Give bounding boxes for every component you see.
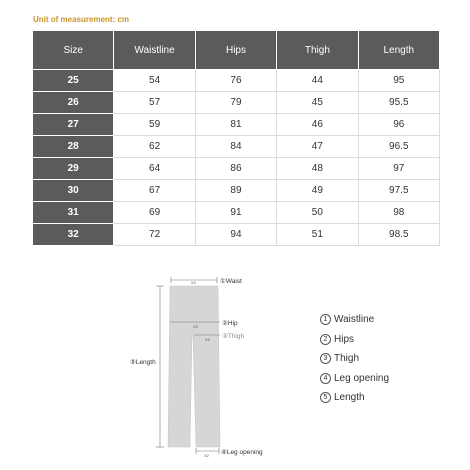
size-cell: 29 [33, 158, 114, 180]
measurement-cell: 62 [114, 136, 195, 158]
measurement-cell: 97.5 [358, 180, 439, 202]
legend-item [320, 369, 450, 389]
measurement-cell: 67 [114, 180, 195, 202]
size-cell: 25 [33, 70, 114, 92]
size-cell: 31 [33, 202, 114, 224]
measurement-cell: 50 [277, 202, 358, 224]
waist-label: ①Waist [220, 278, 242, 285]
legend-label: Leg opening [334, 372, 390, 384]
measurement-cell: 44 [277, 70, 358, 92]
measurement-cell: 51 [277, 224, 358, 246]
waist-x2-label: X2 [191, 280, 196, 285]
size-cell: 30 [33, 180, 114, 202]
measurement-cell: 54 [114, 70, 195, 92]
legend-item [320, 310, 450, 330]
measurement-cell: 57 [114, 92, 195, 114]
size-cell: 32 [33, 224, 114, 246]
pants-silhouette [168, 286, 220, 447]
legend-item [320, 330, 450, 350]
measurement-cell: 59 [114, 114, 195, 136]
legend-number: 2 [320, 334, 331, 345]
measurement-cell: 64 [114, 158, 195, 180]
measurement-cell: 81 [195, 114, 276, 136]
legend-label: Length [334, 392, 365, 404]
measurement-cell: 86 [195, 158, 276, 180]
legend-number: 3 [320, 353, 331, 364]
legend-number: 4 [320, 373, 331, 384]
legend-label: Hips [334, 333, 355, 345]
thigh-x2-label: X2 [205, 337, 210, 342]
legend-number: 1 [320, 314, 331, 325]
measurement-cell: 47 [277, 136, 358, 158]
legend-label: Waistline [334, 314, 375, 326]
measurement-cell: 45 [277, 92, 358, 114]
hip-label: ②Hip [222, 320, 238, 327]
size-cell: 27 [33, 114, 114, 136]
legend-label: Thigh [334, 353, 360, 365]
header-size: Size [33, 31, 114, 70]
measurement-cell: 96 [358, 114, 439, 136]
legend-item [320, 388, 450, 408]
measurement-cell: 95.5 [358, 92, 439, 114]
legend-item [320, 349, 450, 369]
header-hips: Hips [195, 31, 276, 70]
measurement-cell: 84 [195, 136, 276, 158]
header-length: Length [358, 31, 439, 70]
measurement-cell: 98.5 [358, 224, 439, 246]
unit-of-measurement-note: Unit of measurement: cm [33, 15, 130, 24]
measurement-cell: 98 [358, 202, 439, 224]
measurement-cell: 97 [358, 158, 439, 180]
measurement-cell: 49 [277, 180, 358, 202]
measurement-cell: 46 [277, 114, 358, 136]
size-cell: 28 [33, 136, 114, 158]
measurement-cell: 79 [195, 92, 276, 114]
measurement-cell: 89 [195, 180, 276, 202]
measurement-cell: 91 [195, 202, 276, 224]
leg-opening-x2-label: X2 [204, 453, 209, 458]
thigh-label: ③Thigh [222, 333, 245, 340]
header-waistline: Waistline [114, 31, 195, 70]
legend-number: 5 [320, 392, 331, 403]
measurement-legend [320, 310, 450, 408]
leg-opening-label: ④Leg opening [221, 449, 263, 456]
measurement-cell: 48 [277, 158, 358, 180]
header-thigh: Thigh [277, 31, 358, 70]
measurement-cell: 95 [358, 70, 439, 92]
size-cell: 26 [33, 92, 114, 114]
measurement-cell: 76 [195, 70, 276, 92]
measurement-cell: 94 [195, 224, 276, 246]
measurement-cell: 69 [114, 202, 195, 224]
hip-x2-label: X2 [193, 324, 198, 329]
measurement-cell: 72 [114, 224, 195, 246]
measurement-cell: 96.5 [358, 136, 439, 158]
length-label: ⑤Length [130, 359, 156, 366]
